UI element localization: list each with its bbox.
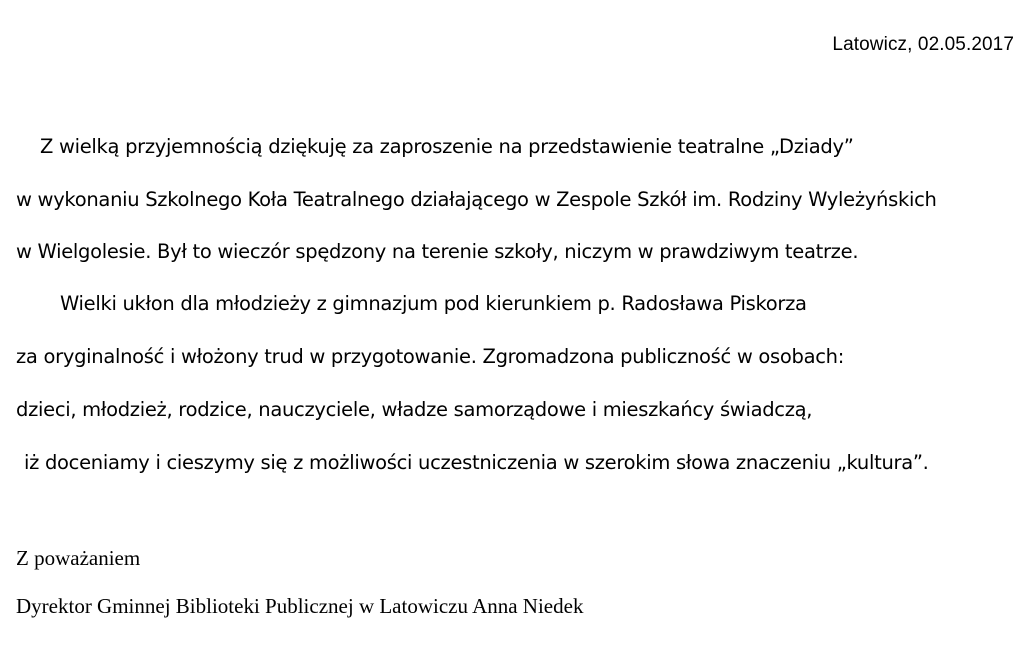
signer-name: Dyrektor Gminnej Biblioteki Publicznej w Latowiczu Anna Niedek xyxy=(16,594,584,618)
letter-line: iż doceniamy i cieszymy się z możliwości uczestniczenia w szerokim słowa znaczeniu „kultura”. xyxy=(24,451,929,474)
place-date: Latowicz, 02.05.2017 xyxy=(832,34,1014,55)
letter-line: w wykonaniu Szkolnego Koła Teatralnego działającego w Zespole Szkół im. Rodziny Wyleżyńskich xyxy=(16,188,937,211)
letter-line: za oryginalność i włożony trud w przygotowanie. Zgromadzona publiczność w osobach: xyxy=(16,345,845,368)
letter-line: Z wielką przyjemnością dziękuję za zaproszenie na przedstawienie teatralne „Dziady” xyxy=(40,135,854,158)
closing-phrase: Z poważaniem xyxy=(16,546,141,570)
letter-line: w Wielgolesie. Był to wieczór spędzony na terenie szkoły, niczym w prawdziwym teatrze. xyxy=(16,240,859,263)
letter-line: dzieci, młodzież, rodzice, nauczyciele, władze samorządowe i mieszkańcy świadczą, xyxy=(16,398,813,421)
letter-line: Wielki ukłon dla młodzieży z gimnazjum pod kierunkiem p. Radosława Piskorza xyxy=(60,292,807,315)
